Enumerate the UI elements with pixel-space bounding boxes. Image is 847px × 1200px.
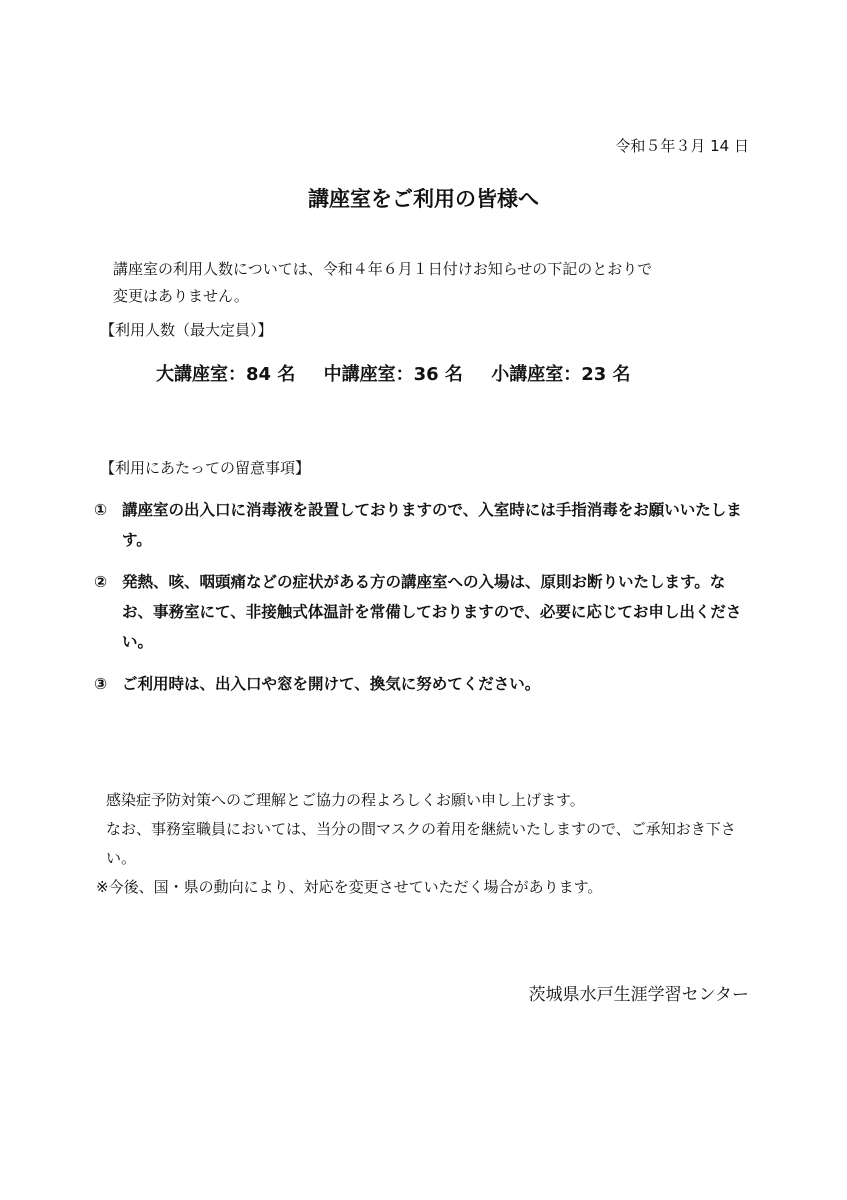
note-text: 発熱、咳、咽頭痛などの症状がある方の講座室への入場は、原則お断りいたします。なお、事務室にて、非接触式体温計を常備しておりますので、必要に応じてお申し出ください。: [122, 573, 742, 651]
capacity-medium-room: 中講座室：36 名: [323, 364, 463, 385]
note-item-1: [94, 495, 754, 555]
closing-line-3: ※今後、国・県の動向により、対応を変更させていただく場合があります。: [96, 878, 603, 896]
capacity-small-room: 小講座室：23 名: [491, 364, 631, 385]
closing-paragraph: [96, 786, 746, 902]
closing-line-2: なお、事務室職員においては、当分の間マスクの着用を継続いたしますので、ご承知おき下さい。: [106, 820, 736, 867]
note-number: ①: [94, 501, 108, 519]
intro-line-2: 変更はありません。: [113, 287, 249, 305]
capacity-large-room: 大講座室：84 名: [156, 364, 296, 385]
note-number: ②: [94, 573, 108, 591]
notes-list: [94, 495, 754, 711]
note-number: ③: [94, 675, 108, 693]
intro-line-1: 講座室の利用人数については、令和４年６月１日付けお知らせの下記のとおりで: [113, 260, 653, 278]
note-text: 講座室の出入口に消毒液を設置しておりますので、入室時には手指消毒をお願いいたします。: [122, 501, 742, 549]
notice-date: 令和５年３月 14 日: [615, 137, 749, 155]
note-text: ご利用時は、出入口や窓を開けて、換気に努めてください。: [122, 675, 541, 693]
notice-title: 講座室をご利用の皆様へ: [308, 187, 539, 211]
note-item-2: [94, 567, 754, 657]
closing-line-1: 感染症予防対策へのご理解とご協力の程よろしくお願い申し上げます。: [106, 791, 585, 809]
capacity-list: [156, 362, 653, 388]
note-item-3: [94, 669, 754, 699]
capacity-heading: 【利用人数（最大定員）】: [100, 321, 273, 339]
organization-name: 茨城県水戸生涯学習センター: [528, 985, 749, 1005]
notes-heading: 【利用にあたっての留意事項】: [100, 459, 311, 477]
intro-paragraph: [108, 256, 748, 310]
